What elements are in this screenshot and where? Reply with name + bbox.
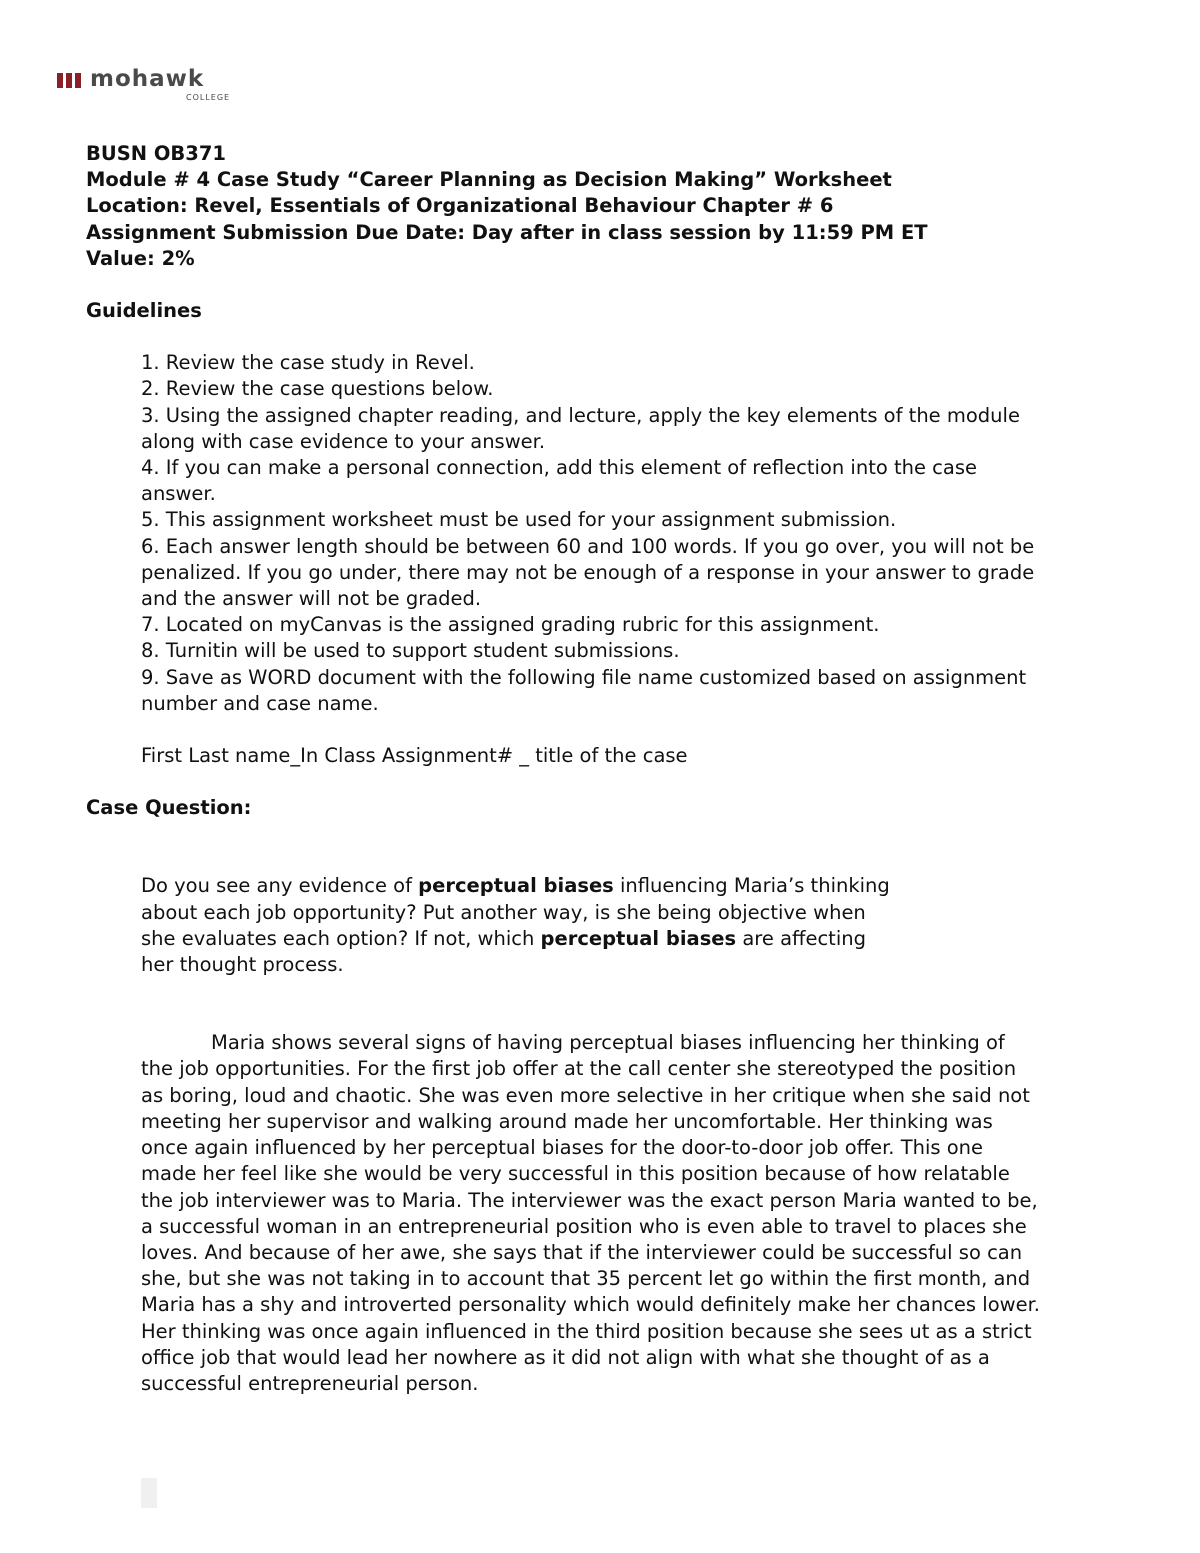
guidelines-heading: Guidelines [86, 299, 202, 323]
guideline-item: 4. If you can make a personal connection, add this element of reflection into the case answer. [141, 456, 978, 506]
logo-wordmark: mohawk [90, 66, 205, 92]
due-date-line: Assignment Submission Due Date: Day after in class session by 11:59 PM ET [86, 220, 928, 244]
logo-bar [66, 73, 72, 88]
guideline-item: 9. Save as WORD document with the following file name customized based on assignment number and case name. [141, 665, 1027, 715]
question-emphasis: perceptual biases [418, 874, 614, 898]
text-cursor-placeholder[interactable] [141, 1478, 157, 1508]
guidelines-list [86, 350, 1046, 717]
guideline-item: 7. Located on myCanvas is the assigned grading rubric for this assignment. [141, 613, 880, 637]
filename-format: First Last name_In Class Assignment# _ title of the case [141, 744, 688, 768]
case-question-text [141, 873, 901, 978]
guideline-item: 6. Each answer length should be between 60 and 100 words. If you go over, you will not be penalized. If you go under, there may not be enough of a response in your answer to grade and the answer will not be graded. [141, 534, 1035, 611]
location-line: Location: Revel, Essentials of Organizational Behaviour Chapter # 6 [86, 194, 834, 218]
guideline-item: 8. Turnitin will be used to support student submissions. [141, 639, 680, 663]
logo-subtitle: COLLEGE [186, 93, 231, 102]
guideline-item: 5. This assignment worksheet must be used for your assignment submission. [141, 508, 897, 532]
question-text-part: Do you see any evidence of [141, 874, 419, 898]
guideline-item: 1. Review the case study in Revel. [141, 351, 475, 375]
logo-bar [75, 73, 81, 88]
answer-paragraph[interactable]: Maria shows several signs of having perceptual biases influencing her thinking of the job opportunities. For the first job offer at the call center she stereotyped the position as boring, loud and chaotic. She was even more selective in her critique when she said not meeting her supervisor and walking around made her uncomfortable. Her thinking was once again influenced by her perceptual biases for the door-to-door job offer. This one made her feel like she would be very successful in this position because of how relatable the job interviewer was to Maria. The interviewer was the exact person Maria wanted to be, a successful woman in an entrepreneurial position who is even able to travel to places she loves. And because of her awe, she says that if the interviewer could be successful so can she, but she was not taking in to account that 35 percent let go within the first month, and Maria has a shy and introverted personality which would definitely make her chances lower. Her thinking was once again influenced in the third position because she sees ut as a strict office job that would lead her nowhere as it did not align with what she thought of as a successful entrepreneurial person. [141, 1031, 1040, 1395]
question-emphasis: perceptual biases [540, 926, 737, 950]
question-text-part: are affecting her thought process. [141, 926, 866, 977]
document-page [86, 141, 1046, 1397]
question-text-part: influencing Maria’s thinking about each job opportunity? Put another way, is she being objective when she evaluates each option? If not, which [141, 874, 890, 950]
guideline-item: 3. Using the assigned chapter reading, and lecture, apply the key elements of the module along with case evidence to your answer. [141, 403, 1020, 453]
case-question-heading: Case Question: [86, 796, 252, 820]
logo-bar [57, 73, 63, 88]
module-title: Module # 4 Case Study “Career Planning as Decision Making” Worksheet [86, 168, 892, 192]
mohawk-college-logo [57, 66, 237, 106]
guideline-item: 2. Review the case questions below. [141, 377, 494, 401]
value-line: Value: 2% [86, 246, 195, 270]
logo-bars-icon [57, 73, 83, 88]
course-code: BUSN OB371 [86, 142, 226, 165]
